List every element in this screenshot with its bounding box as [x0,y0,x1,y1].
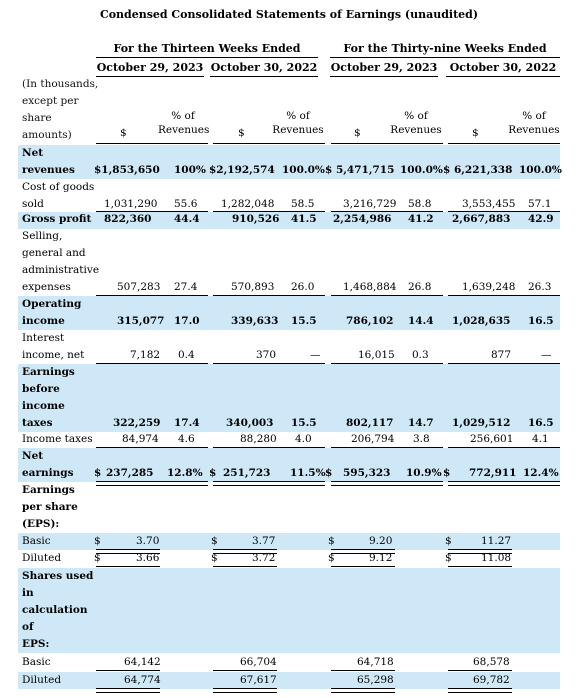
cell-value: 340,003 [226,417,274,429]
cell-value: 84,974 [122,433,159,445]
row-label: Shares used in calculation of EPS: [22,570,94,650]
cell-value: 65,298 [357,674,394,686]
cell-value: 66,704 [240,656,277,668]
cell-value: 1,468,884 [343,281,397,293]
cell-value: 570,893 [231,281,275,293]
cell-value: 11.27 [481,535,512,547]
double-rule [96,688,160,693]
col-header-pct-2: % of Revenues [272,110,324,136]
cell-dollar: $ [94,552,101,564]
cell-value: 1,028,635 [452,315,511,327]
header-group-13wk-rule [96,57,318,58]
cell-pct: 16.5 [528,315,554,327]
cell-pct: 10.9% [406,467,442,479]
cell-dollar: $ [445,552,452,564]
cell-value: 1,282,048 [221,198,275,210]
col-header-rule-3 [331,143,443,144]
row-label: Earnings per share (EPS): [22,484,78,530]
cell-pct: 26.0 [291,281,315,293]
cell-value: 507,283 [117,281,161,293]
cell-pct: 41.2 [408,213,434,225]
double-rule [331,688,395,693]
double-rule [213,688,277,693]
cell-pct: 16.5 [528,417,554,429]
cell-value: 877 [491,349,512,361]
col-header-rule-4 [448,143,560,144]
cell-pct: 57.1 [528,198,552,210]
cell-dollar: $ [211,552,218,564]
period-col-3-rule [330,76,438,77]
row-label: Earnings before income taxes [22,366,75,429]
cell-value: 256,601 [470,433,514,445]
cell-pct: 17.4 [174,417,200,429]
cell-dollar: $ [443,467,451,479]
period-col-2: October 30, 2022 [210,61,318,74]
col-header-pct-3: % of Revenues [390,110,442,136]
row-label: Operating income [22,298,82,327]
cell-value: 1,639,248 [462,281,516,293]
cell-dollar: $ [325,467,333,479]
cell-value: 802,117 [346,417,394,429]
header-group-13wk: For the Thirteen Weeks Ended [113,42,301,55]
cell-value: 64,774 [124,674,161,686]
cell-pct: 3.8 [413,433,430,445]
period-col-3: October 29, 2023 [330,61,438,74]
cell-value: 1,029,512 [452,417,511,429]
cell-pct: — [310,349,321,361]
cell-pct: 42.9 [528,213,554,225]
cell-value: 2,254,986 [333,213,392,225]
double-rule [448,481,560,486]
cell-value: 3.72 [252,552,276,564]
cell-pct: 58.5 [291,198,315,210]
header-group-39wk-rule [330,57,560,58]
header-group-39wk: For the Thirty-nine Weeks Ended [343,42,547,55]
row-label: Basic [22,535,51,547]
cell-value: 2,667,883 [452,213,511,225]
cell-value: 1,031,290 [104,198,158,210]
cell-pct: 41.5 [291,213,317,225]
cell-pct: 11.5% [290,467,326,479]
cell-pct: 4.1 [532,433,549,445]
col-header-rule-2 [213,143,325,144]
cell-value: 786,102 [346,315,394,327]
cell-pct: 14.4 [408,315,434,327]
cell-pct: 100% [174,164,206,176]
cell-value: 9.20 [369,535,393,547]
cell-value: 370 [256,349,277,361]
col-header-dollar-4: $ [472,127,479,139]
cell-value: 16,015 [358,349,395,361]
cell-value: 251,723 [223,467,271,479]
cell-pct: 4.6 [178,433,195,445]
cell-dollar: $ [328,535,335,547]
cell-value: 3.70 [136,535,160,547]
cell-pct: 12.4% [523,467,559,479]
cell-pct: 100.0% [282,164,325,176]
cell-value: 68,578 [473,656,510,668]
cell-value: 3.77 [252,535,276,547]
cell-value: 9.12 [369,552,393,564]
col-header-dollar-3: $ [354,127,361,139]
cell-value: 315,077 [117,315,165,327]
cell-value: $ 6,221,338 [443,164,513,176]
period-col-2-rule [210,76,318,77]
cell-value: 3.66 [136,552,160,564]
cell-value: 595,323 [343,467,391,479]
double-rule [96,481,208,486]
cell-dollar: $ [445,535,452,547]
col-header-pct-4: % of Revenues [508,110,560,136]
cell-pct: 4.0 [295,433,312,445]
cell-dollar: $ [94,467,102,479]
cell-value: $ 5,471,715 [325,164,395,176]
cell-value: 64,718 [357,656,394,668]
cell-value: 69,782 [473,674,510,686]
period-col-4-rule [446,76,560,77]
cell-value: $2,192,574 [209,164,275,176]
cell-value: 772,911 [469,467,517,479]
cell-value: 206,794 [351,433,395,445]
cell-pct: 12.8% [167,467,203,479]
double-rule [331,481,443,486]
row-label: Net earnings [22,450,74,479]
double-rule [213,481,325,486]
row-label: Income taxes [22,433,93,445]
cell-value: 64,142 [124,656,161,668]
cell-pct: 15.5 [291,315,317,327]
cell-dollar: $ [209,467,217,479]
cell-value: 237,285 [106,467,154,479]
cell-dollar: $ [94,535,101,547]
col-header-pct-1: % of Revenues [158,110,210,136]
row-label: Cost of goods sold [22,181,95,210]
period-col-1: October 29, 2023 [96,61,204,74]
units-label: (In thousands, except per share amounts) [22,78,99,141]
cell-value: 67,617 [240,674,277,686]
row-label: Net revenues [22,147,75,176]
row-label: Diluted [22,674,62,686]
cell-value: 3,553,455 [462,198,516,210]
cell-pct: 27.4 [174,281,198,293]
cell-pct: 17.0 [174,315,200,327]
cell-dollar: $ [328,552,335,564]
col-header-dollar-1: $ [120,127,127,139]
row-label: Selling, general and administrative expenses [22,230,100,293]
row-label: Basic [22,656,51,668]
cell-value: $1,853,650 [94,164,160,176]
cell-pct: 26.3 [528,281,552,293]
cell-value: 88,280 [240,433,277,445]
col-header-dollar-2: $ [238,127,245,139]
cell-pct: — [541,349,552,361]
cell-value: 11.08 [481,552,512,564]
period-col-1-rule [96,76,204,77]
double-rule [448,688,512,693]
row-label: Interest income, net [22,332,85,361]
cell-pct: 100.0% [400,164,443,176]
cell-pct: 0.4 [178,349,195,361]
cell-pct: 44.4 [174,213,200,225]
row-label: Diluted [22,552,62,564]
cell-pct: 14.7 [408,417,434,429]
cell-pct: 26.8 [408,281,432,293]
cell-value: 822,360 [104,213,152,225]
cell-value: 7,182 [130,349,161,361]
cell-dollar: $ [211,535,218,547]
cell-pct: 15.5 [291,417,317,429]
cell-value: 910,526 [232,213,280,225]
col-header-rule-1 [96,143,208,144]
cell-value: 339,633 [231,315,279,327]
period-col-4: October 30, 2022 [449,61,557,74]
cell-pct: 58.8 [408,198,432,210]
row-shares-header [18,568,560,653]
statement-title: Condensed Consolidated Statements of Earnings (unaudited) [99,8,479,21]
cell-pct: 55.6 [174,198,198,210]
row-label: Gross profit [22,213,92,225]
cell-pct: 100.0% [519,164,562,176]
cell-value: 322,259 [113,417,161,429]
cell-pct: 0.3 [412,349,429,361]
cell-value: 3,216,729 [343,198,397,210]
